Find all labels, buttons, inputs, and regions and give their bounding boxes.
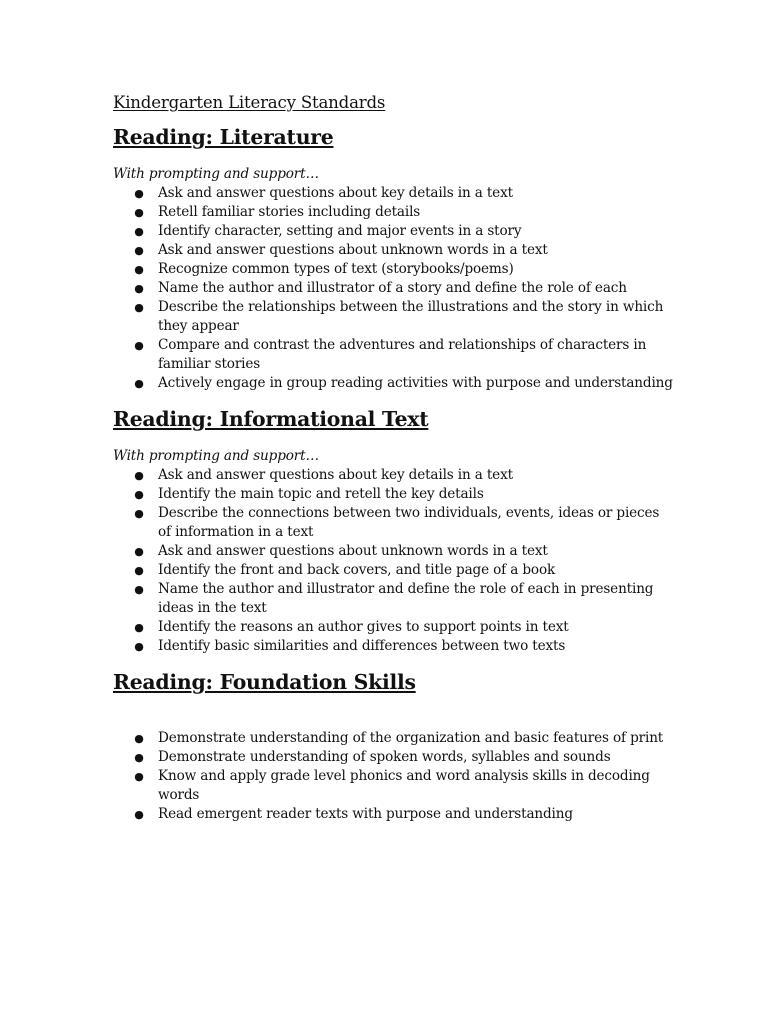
standards-list: [113, 729, 673, 824]
bullet-dot-icon: ●: [134, 770, 144, 783]
bullet-dot-icon: ●: [134, 545, 144, 558]
section-heading: Reading: Foundation Skills: [113, 670, 416, 694]
list-item: [113, 222, 673, 241]
standards-list: [113, 184, 673, 393]
list-item: [113, 504, 673, 542]
bullet-dot-icon: ●: [134, 583, 144, 596]
bullet-dot-icon: ●: [134, 263, 144, 276]
list-item-text: Identify the reasons an author gives to support points in text: [158, 619, 569, 635]
bullet-dot-icon: ●: [134, 187, 144, 200]
list-item-text: Identify the main topic and retell the key details: [158, 486, 484, 502]
bullet-dot-icon: ●: [134, 621, 144, 634]
bullet-dot-icon: ●: [134, 732, 144, 745]
list-item-text: Ask and answer questions about unknown words in a text: [158, 543, 548, 559]
list-item-text: Compare and contrast the adventures and relationships of characters in familiar stories: [158, 337, 647, 372]
list-item: [113, 466, 673, 485]
bullet-dot-icon: ●: [134, 282, 144, 295]
list-item-text: Actively engage in group reading activities with purpose and understanding: [158, 375, 673, 391]
spacer: [113, 692, 673, 710]
list-item-text: Retell familiar stories including details: [158, 204, 421, 220]
bullet-dot-icon: ●: [134, 225, 144, 238]
list-item: [113, 767, 673, 805]
list-item-text: Ask and answer questions about key details in a text: [158, 467, 513, 483]
list-item-text: Recognize common types of text (storybooks/poems): [158, 261, 514, 277]
list-item: [113, 279, 673, 298]
bullet-dot-icon: ●: [134, 488, 144, 501]
list-item: [113, 561, 673, 580]
section-heading: Reading: Informational Text: [113, 407, 429, 431]
document-content: [113, 92, 673, 824]
list-item: [113, 260, 673, 279]
spacer: [113, 147, 673, 165]
list-item: [113, 580, 673, 618]
list-item-text: Identify the front and back covers, and title page of a book: [158, 562, 556, 578]
standards-list: [113, 466, 673, 656]
list-item: [113, 298, 673, 336]
list-item: [113, 241, 673, 260]
list-item-text: Describe the connections between two individuals, events, ideas or pieces of information in a text: [158, 505, 660, 540]
section-heading: Reading: Literature: [113, 125, 334, 149]
list-item-text: Identify basic similarities and differences between two texts: [158, 638, 566, 654]
list-item: [113, 485, 673, 504]
list-item: [113, 374, 673, 393]
section-reading-informational-text: [113, 407, 673, 656]
list-item-text: Know and apply grade level phonics and word analysis skills in decoding words: [158, 768, 650, 803]
list-item-text: Read emergent reader texts with purpose and understanding: [158, 806, 573, 822]
bullet-dot-icon: ●: [134, 751, 144, 764]
list-item-text: Demonstrate understanding of the organization and basic features of print: [158, 730, 664, 746]
bullet-dot-icon: ●: [134, 808, 144, 821]
section-reading-literature: [113, 125, 673, 393]
section-prompt: With prompting and support…: [113, 166, 319, 182]
bullet-dot-icon: ●: [134, 564, 144, 577]
list-item-text: Ask and answer questions about key details in a text: [158, 185, 513, 201]
bullet-dot-icon: ●: [134, 507, 144, 520]
list-item-text: Ask and answer questions about unknown words in a text: [158, 242, 548, 258]
document-title: Kindergarten Literacy Standards: [113, 93, 386, 112]
bullet-dot-icon: ●: [134, 377, 144, 390]
bullet-dot-icon: ●: [134, 469, 144, 482]
list-item: [113, 805, 673, 824]
list-item-text: Identify character, setting and major events in a story: [158, 223, 522, 239]
section-reading-foundation-skills: [113, 670, 673, 824]
bullet-dot-icon: ●: [134, 640, 144, 653]
list-item-text: Demonstrate understanding of spoken words, syllables and sounds: [158, 749, 611, 765]
list-item: [113, 336, 673, 374]
bullet-dot-icon: ●: [134, 301, 144, 314]
list-item-text: Describe the relationships between the illustrations and the story in which they appear: [158, 299, 664, 334]
bullet-dot-icon: ●: [134, 206, 144, 219]
list-item: [113, 729, 673, 748]
list-item: [113, 542, 673, 561]
bullet-dot-icon: ●: [134, 244, 144, 257]
section-prompt: With prompting and support…: [113, 448, 319, 464]
list-item: [113, 637, 673, 656]
list-item: [113, 748, 673, 767]
list-item-text: Name the author and illustrator and define the role of each in presenting ideas in the text: [158, 581, 654, 616]
bullet-dot-icon: ●: [134, 339, 144, 352]
section-prompt: [113, 710, 673, 729]
list-item-text: Name the author and illustrator of a story and define the role of each: [158, 280, 627, 296]
spacer: [113, 429, 673, 447]
list-item: [113, 184, 673, 203]
list-item: [113, 203, 673, 222]
list-item: [113, 618, 673, 637]
